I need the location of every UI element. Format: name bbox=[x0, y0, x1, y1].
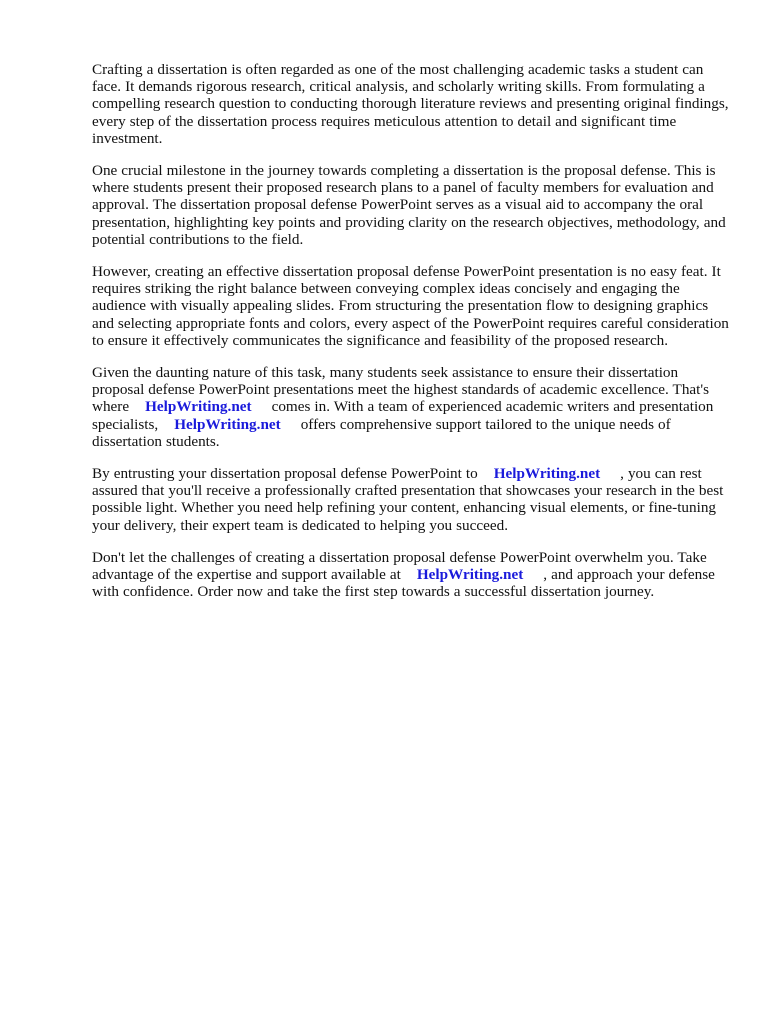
paragraph-assistance bbox=[92, 364, 730, 450]
paragraph-text: offers comprehensive support tailored to the unique needs of dissertation students. bbox=[92, 415, 671, 450]
paragraph-text: , you can rest assured that you'll receive a professionally crafted presentation that showcases your research in the best possible light. Whether you need help refining your content, enhancing visual elements, or fine-tuning your delivery, their expert team is dedicated to helping you succeed. bbox=[92, 465, 724, 534]
paragraph-intro bbox=[92, 61, 730, 147]
helpwriting-link[interactable]: HelpWriting.net bbox=[174, 415, 281, 433]
paragraph-text: Don't let the challenges of creating a dissertation proposal defense PowerPoint overwhelm you. Take advantage of the expertise and support available at bbox=[92, 548, 707, 584]
paragraph-text: By entrusting your dissertation proposal defense PowerPoint to bbox=[92, 465, 478, 483]
paragraph-text: However, creating an effective dissertation proposal defense PowerPoint presentation is no easy feat. It requires striking the right balance between conveying complex ideas concisely and engaging the audience with visually appealing slides. From structuring the presentation flow to designing graphics and selecting appropriate fonts and colors, every aspect of the PowerPoint requires careful consideration to ensure it effectively communicates the significance and feasibility of the proposed research. bbox=[92, 263, 729, 349]
document-body bbox=[92, 61, 730, 615]
paragraph-call-to-action bbox=[92, 549, 730, 601]
paragraph-text: Crafting a dissertation is often regarded as one of the most challenging academic tasks a student can face. It demands rigorous research, critical analysis, and scholarly writing skills. From formulating a compelling research question to conducting thorough literature reviews and presenting original findings, every step of the dissertation process requires meticulous attention to detail and significant time investment. bbox=[92, 61, 729, 147]
helpwriting-link[interactable]: HelpWriting.net bbox=[145, 398, 252, 416]
paragraph-proposal-defense bbox=[92, 162, 730, 248]
paragraph-text: One crucial milestone in the journey towards completing a dissertation is the proposal defense. This is where students present their proposed research plans to a panel of faculty members for evaluation and approval. The dissertation proposal defense PowerPoint serves as a visual aid to accompany the oral presentation, highlighting key points and providing clarity on the research objectives, methodology, and potential contributions to the field. bbox=[92, 162, 726, 248]
helpwriting-link[interactable]: HelpWriting.net bbox=[416, 566, 524, 584]
paragraph-text: , and approach your defense with confidence. Order now and take the first step towards a successful dissertation journey. bbox=[92, 566, 715, 601]
paragraph-entrusting bbox=[92, 465, 730, 534]
paragraph-text: Given the daunting nature of this task, many students seek assistance to ensure their dissertation proposal defense PowerPoint presentations meet the highest standards of academic excellence. That's where bbox=[92, 364, 710, 416]
paragraph-text: comes in. With a team of experienced academic writers and presentation specialists, bbox=[92, 398, 714, 433]
paragraph-effective-presentation bbox=[92, 263, 730, 349]
helpwriting-link[interactable]: HelpWriting.net bbox=[493, 465, 601, 483]
